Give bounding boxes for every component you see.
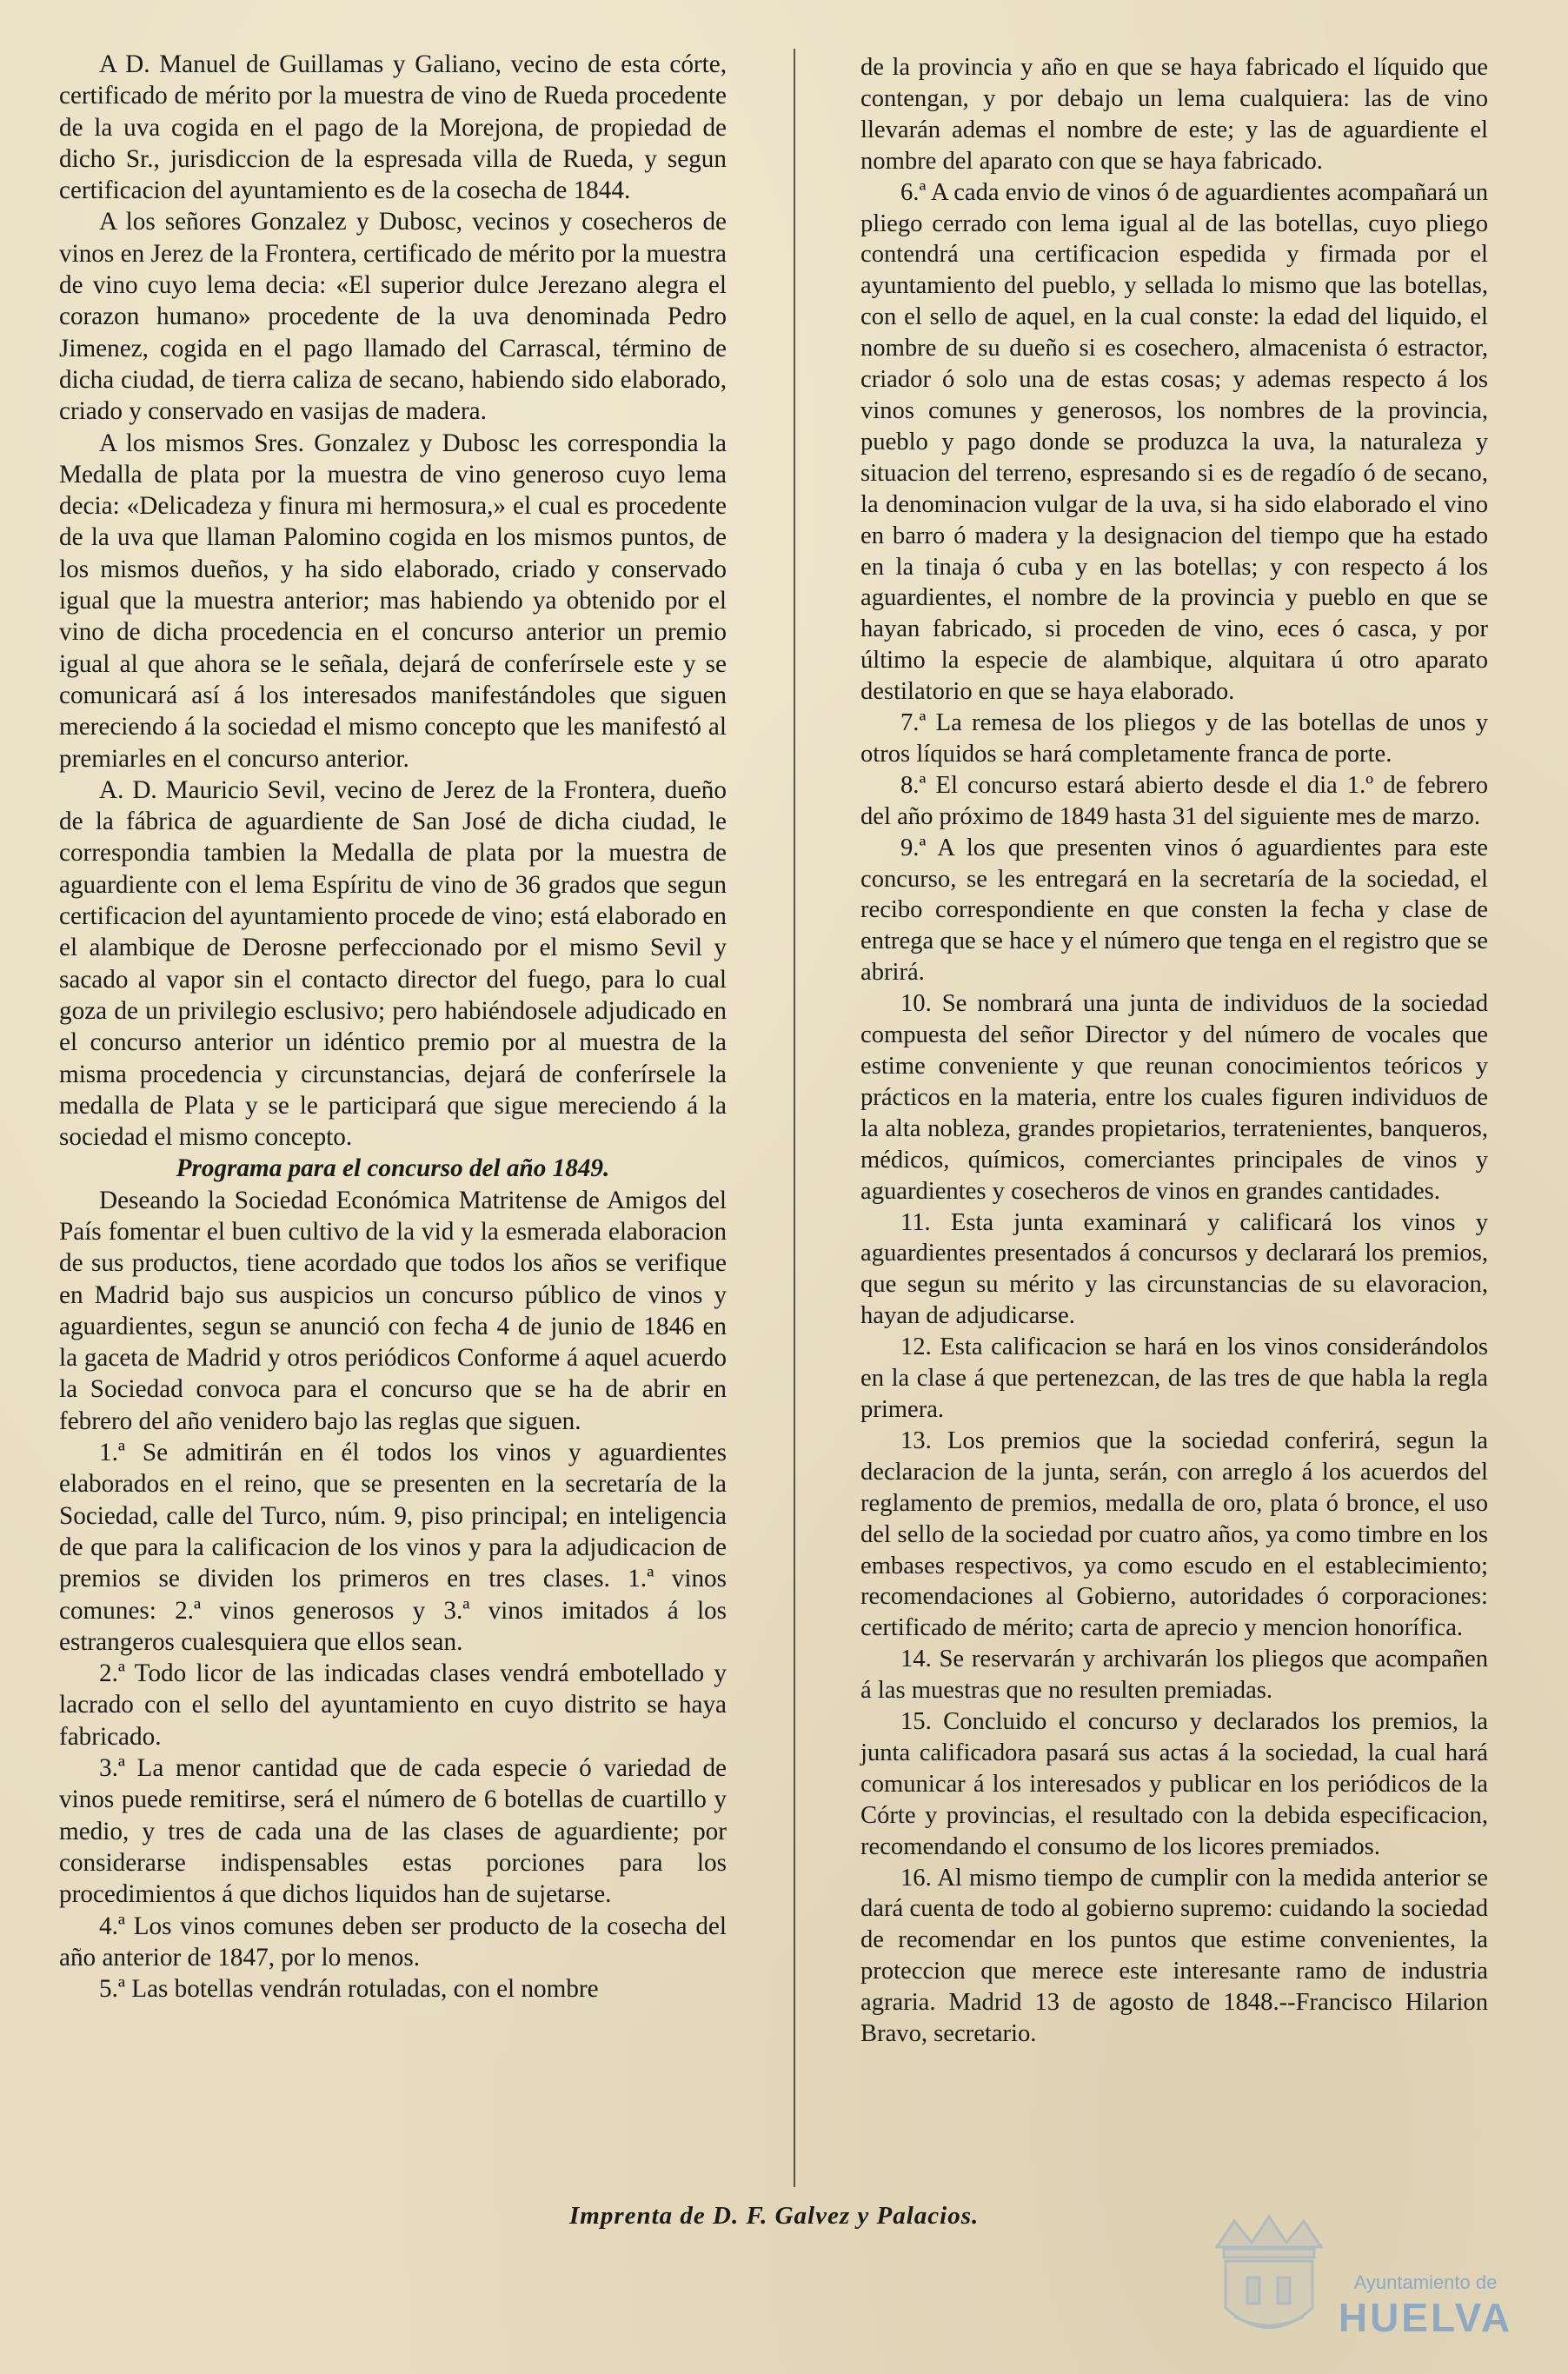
rule-paragraph: 1.ª Se admitirán en él todos los vinos y aguardientes elaborados en el reino, que se presenten en la secretaría de la Sociedad, calle del Turco, núm. 9, piso principal; en inteligencia de que para la calificacion de los vinos y para la adjudicacion de premios se dividen los primeros en tres clases. 1.ª vinos comunes: 2.ª vinos generosos y 3.ª vinos imitados á los estrangeros cualesquiera que ellos sean. (59, 1439, 727, 1656)
rule-paragraph: 13. Los premios que la sociedad conferirá, segun la declaracion de la junta, serán, con arreglo á los acuerdos del reglamento de premios, medalla de oro, plata ó bronce, el uso del sello de la sociedad por cuatro años, ya como timbre en los embases respectivos, ya como escudo en el establecimiento; recomendaciones al Gobierno, autoridades ó corporaciones: certificado de mérito; carta de aprecio y mencion honorífica. (860, 1426, 1488, 1642)
rule-paragraph: 4.ª Los vinos comunes deben ser producto de la cosecha del año anterior de 1847, por lo menos. (59, 1912, 727, 1972)
rule-paragraph: 15. Concluido el concurso y declarados los premios, la junta calificadora pasará sus actas á la sociedad, la cual hará comunicar á los interesados y publicar en los periódicos de la Córte y provincias, el resultado con la debida especificacion, recomendando el consumo de los licores premiados. (860, 1708, 1488, 1860)
program-heading: Programa para el concurso del año 1849. (176, 1154, 610, 1183)
rule-paragraph: 5.ª Las botellas vendrán rotuladas, con el nombre (99, 1975, 599, 2004)
rule-paragraph: 7.ª La remesa de los pliegos y de las botellas de unos y otros líquidos se hará completamente franca de porte. (860, 709, 1488, 768)
watermark-line2: HUELVA (1338, 2295, 1513, 2340)
rule-paragraph: 10. Se nombrará una junta de individuos de la sociedad compuesta del señor Director y del número de vocales que estime conveniente y que reunan conocimientos teóricos y prácticos en la materia, entre los cuales figuren individuos de la alta nobleza, grandes propietarios, terratenientes, banqueros, médicos, químicos, comerciantes principales de vinos y aguardientes y cosecheros de vinos en grandes cantidades. (860, 990, 1488, 1205)
watermark-line1: Ayuntamiento de (1353, 2271, 1498, 2293)
watermark-text (1330, 2271, 1521, 2340)
column-divider (794, 49, 795, 2187)
rule-paragraph: 12. Esta calificacion se hará en los vinos considerándolos en la clase á que pertenezcan, de las tres de que habla la regla primera. (860, 1333, 1488, 1423)
rule-paragraph: de la provincia y año en que se haya fabricado el líquido que contengan, y por debajo un lema cualquiera: las de vino llevarán ademas el nombre de este; y las de aguardiente el nombre del aparato con que se haya fabricado. (860, 54, 1488, 175)
rule-paragraph: 8.ª El concurso estará abierto desde el dia 1.º de febrero del año próximo de 1849 hasta 31 del siguiente mes de marzo. (860, 771, 1488, 830)
paragraph: A. D. Mauricio Sevil, vecino de Jerez de la Frontera, dueño de la fábrica de aguardiente de San José de dicha ciudad, le correspondia tambien la Medalla de plata por la muestra de aguardiente con el lema Espíritu de vino de 36 grados que segun certificacion del ayuntamiento procede de vino; está elaborado en el alambique de Derosne perfeccionado por el mismo Sevil y sacado al vapor sin el contacto director del fuego, para lo cual goza de un privilegio esclusivo; pero habiéndosele adjudicado en el concurso anterior un idéntico premio por al muestra de la misma procedencia y circunstancias, dejará de conferírsele la medalla de Plata y se le participará que sigue mereciendo á la sociedad el mismo concepto. (59, 775, 727, 1152)
paragraph: A los mismos Sres. Gonzalez y Dubosc les correspondia la Medalla de plata por la muestra de vino generoso cuyo lema decia: «Delicadeza y finura mi hermosura,» el cual es procedente de la uva que llaman Palomino cogida en los mismos puntos, de los mismos dueños, y ha sido elaborado, criado y conservado igual que la muestra anterior; mas habiendo ya obtenido por el vino de dicha procedencia en el concurso anterior un premio igual al que ahora se le señala, dejará de conferírsele este y se comunicará así á los interesados manifestándoles que siguen mereciendo á la sociedad el mismo concepto que les manifestó al premiarles en el concurso anterior. (59, 429, 727, 773)
rule-paragraph: 11. Esta junta examinará y calificará los vinos y aguardientes presentados á concursos y declarará los premios, que segun su mérito y las circunstancias de su elavoracion, hayan de adjudicarse. (860, 1208, 1488, 1330)
rule-paragraph: 2.ª Todo licor de las indicadas clases vendrá embotellado y lacrado con el sello del ayuntamiento en cuyo distrito se haya fabricado. (59, 1659, 727, 1751)
rule-paragraph: 9.ª A los que presenten vinos ó aguardientes para este concurso, se les entregará en la secretaría de la sociedad, el recibo correspondiente en que consten la fecha y clase de entrega que se hace y el número que tenga en el registro que se abrirá. (860, 834, 1488, 987)
right-column (860, 52, 1488, 2050)
rule-paragraph: 3.ª La menor cantidad que de cada especie ó variedad de vinos puede remitirse, será el número de 6 botellas de cuartillo y medio, y tres de cada una de las clases de aguardiente; por considerarse indispensables estas porciones para los procedimientos á que dichos liquidos han de sujetarse. (59, 1754, 727, 1909)
left-column (59, 49, 727, 2005)
rule-paragraph: 6.ª A cada envio de vinos ó de aguardientes acompañará un pliego cerrado con lema igual al de las botellas, cuyo pliego contendrá una certificacion espedida y firmada por el ayuntamiento del pueblo, y sellada lo mismo que las botellas, con el sello de aquel, en la cual conste: la edad del liquido, el nombre de su dueño si es cosechero, almacenista ó estractor, criador ó solo una de estas cosas; y ademas respecto á los vinos comunes y generosos, los nombres de la provincia, pueblo y pago donde se produzca la uva, la naturaleza y situacion del terreno, espresando si es de regadío ó de secano, la denominacion vulgar de la uva, si ha sido elaborado el vino en barro ó madera y la designacion del tiempo que ha estado en la tinaja ó cuba y en las botellas; y con respecto á los aguardientes, el nombre de la provincia y pueblo en que se hayan fabricado, si proceden de vino, eces ó casca, y por último la especie de alambique, alquitara ú otro aparato destilatorio en que se haya elaborado. (860, 178, 1488, 706)
paragraph: A los señores Gonzalez y Dubosc, vecinos y cosecheros de vinos en Jerez de la Frontera, certificado de mérito por la muestra de vino cuyo lema decia: «El superior dulce Jerezano alegra el corazon humano» procedente de la uva denominada Pedro Jimenez, cogida en el pago llamado del Carrascal, término de dicha ciudad, de tierra caliza de secano, habiendo sido elaborado, criado y conservado en vasijas de madera. (59, 208, 727, 426)
rule-paragraph: 14. Se reservarán y archivarán los pliegos que acompañen á las muestras que no resulten premiadas. (860, 1646, 1488, 1705)
imprint-line: Imprenta de D. F. Galvez y Palacios. (569, 2202, 980, 2230)
paragraph: A D. Manuel de Guillamas y Galiano, vecino de esta córte, certificado de mérito por la muestra de vino de Rueda procedente de la uva cogida en el pago de la Morejona, de propiedad de dicho Sr., jurisdiccion de la espresada villa de Rueda, y segun certificacion del ayuntamiento es de la cosecha de 1844. (59, 50, 727, 205)
rule-paragraph: 16. Al mismo tiempo de cumplir con la medida anterior se dará cuenta de todo al gobierno supremo: cuidando la sociedad de recomendar en los puntos que estime convenientes, la proteccion que merece este interesante ramo de industria agraria. Madrid 13 de agosto de 1848.--Francisco Hilarion Bravo, secretario. (860, 1864, 1488, 2048)
paragraph: Deseando la Sociedad Económica Matritense de Amigos del País fomentar el buen cultivo de la vid y la esmerada elaboracion de sus productos, tiene acordado que todos los años se verifique en Madrid bajo sus auspicios un concurso público de vinos y aguardientes, segun se anunció con fecha 4 de junio de 1846 en la gaceta de Madrid y otros periódicos Conforme á aquel acuerdo la Sociedad convoca para el concurso que se ha de abrir en febrero del año venidero bajo las reglas que siguen. (59, 1186, 727, 1435)
